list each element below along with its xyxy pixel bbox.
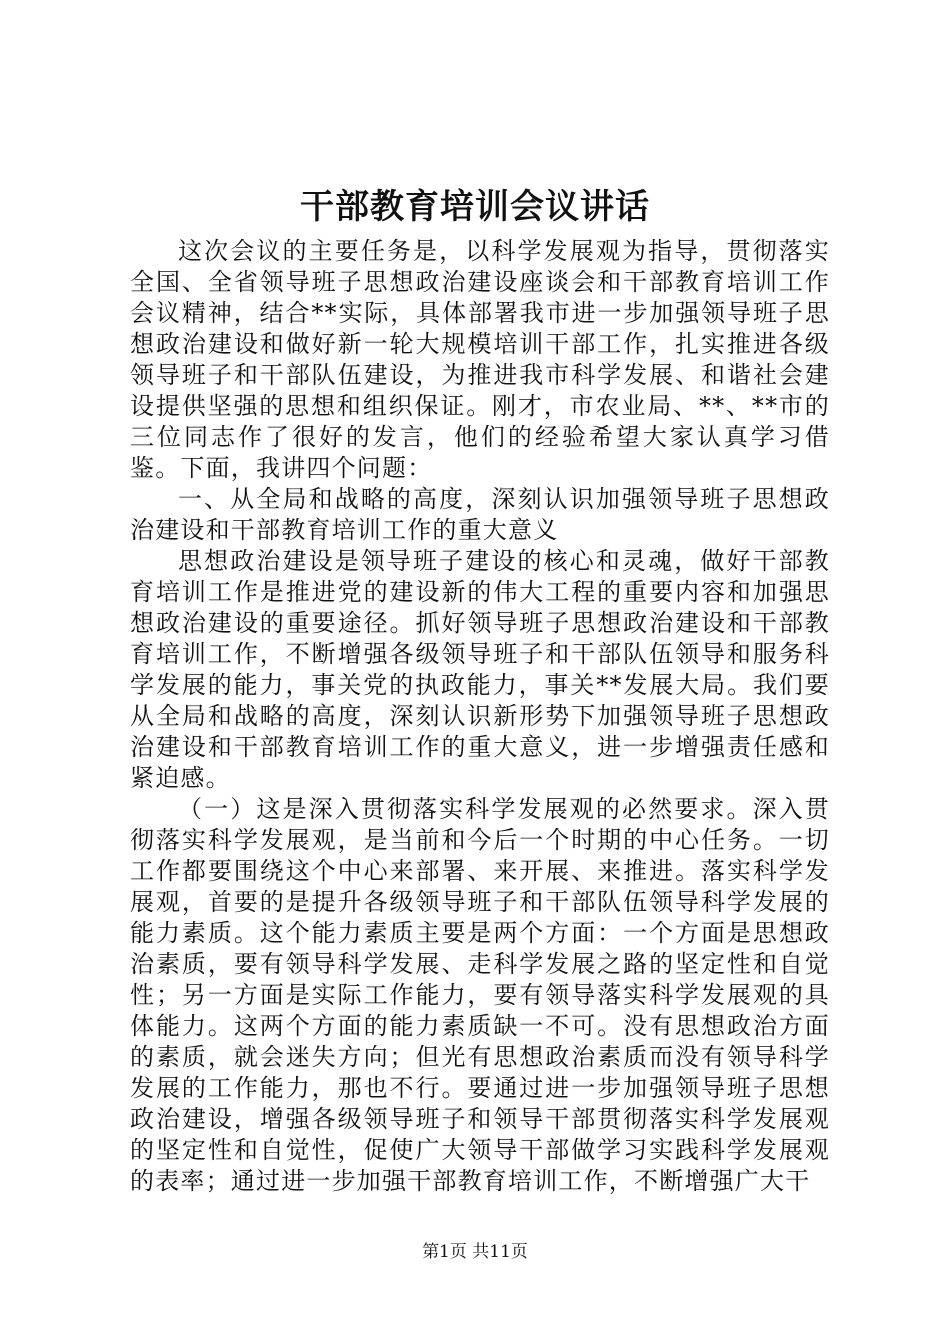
- section-heading-1: 一、从全局和战略的高度，深刻认识加强领导班子思想政治建设和干部教育培训工作的重大意义: [130, 485, 830, 544]
- document-title: 干部教育培训会议讲话: [300, 187, 650, 227]
- paragraph-intro: 这次会议的主要任务是，以科学发展观为指导，贯彻落实全国、全省领导班子思想政治建设座谈会和干部教育培训工作会议精神，结合**实际，具体部署我市进一步加强领导班子思想政治建设和做好新一轮大规模培训干部工作，扎实推进各级领导班子和干部队伍建设，为推进我市科学发展、和谐社会建设提供坚强的思想和组织保证。刚才，市农业局、**、**市的三位同志作了很好的发言，他们的经验希望大家认真学习借鉴。下面，我讲四个问题：: [130, 237, 830, 482]
- paragraph-point-1: （一）这是深入贯彻落实科学发展观的必然要求。深入贯彻落实科学发展观，是当前和今后一个时期的中心任务。一切工作都要围绕这个中心来部署、来开展、来推进。落实科学发展观，首要的是提升各级领导班子和干部队伍领导科学发展的能力素质。这个能力素质主要是两个方面：一个方面是思想政治素质，要有领导科学发展、走科学发展之路的坚定性和自觉性；另一方面是实际工作能力，要有领导落实科学发展观的具体能力。这两个方面的能力素质缺一不可。没有思想政治方面的素质，就会迷失方向；但光有思想政治素质而没有领导科学发展的工作能力，那也不行。要通过进一步加强领导班子思想政治建设，增强各级领导班子和领导干部贯彻落实科学发展观的坚定性和自觉性，促使广大领导干部做学习实践科学发展观的表率；通过进一步加强干部教育培训工作，不断增强广大干: [130, 795, 830, 1195]
- document-body: [130, 236, 830, 1197]
- paragraph-significance: 思想政治建设是领导班子建设的核心和灵魂，做好干部教育培训工作是推进党的建设新的伟大工程的重要内容和加强思想政治建设的重要途径。抓好领导班子思想政治建设和干部教育培训工作，不断增强各级领导班子和干部队伍领导和服务科学发展的能力，事关党的执政能力，事关**发展大局。我们要从全局和战略的高度，深刻认识新形势下加强领导班子思想政治建设和干部教育培训工作的重大意义，进一步增强责任感和紧迫感。: [130, 547, 830, 792]
- page-footer: 第1页 共11页: [422, 1242, 528, 1262]
